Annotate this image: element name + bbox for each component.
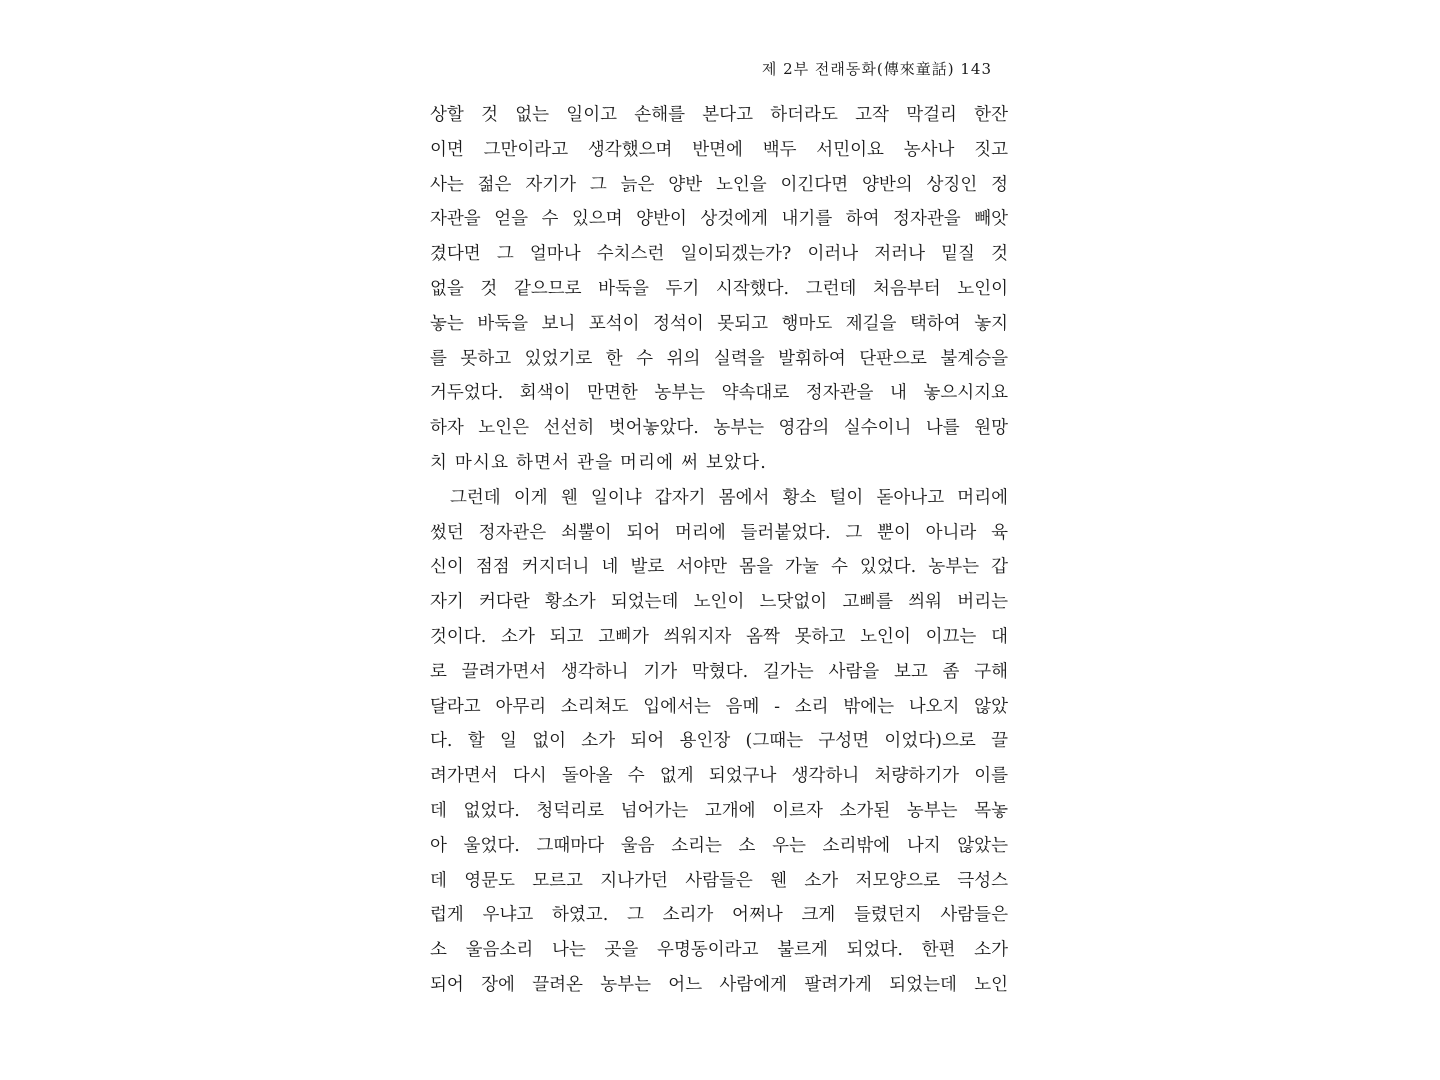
running-header: 제 2부 전래동화(傳來童話) 143	[761, 60, 992, 78]
text-line: 놓는 바둑을 보니 포석이 정석이 못되고 행마도 제길을 택하여 놓지	[430, 313, 1008, 334]
text-line: 데 영문도 모르고 지나가던 사람들은 웬 소가 저모양으로 극성스	[430, 870, 1008, 891]
text-line: 신이 점점 커지더니 네 발로 서야만 몸을 가눌 수 있었다. 농부는 갑	[430, 557, 1008, 578]
text-line: 거두었다. 회색이 만면한 농부는 약속대로 정자관을 내 놓으시지요	[430, 383, 1008, 404]
text-line: 아 울었다. 그때마다 울음 소리는 소 우는 소리밖에 나지 않았는	[430, 835, 1008, 856]
text-line: 다. 할 일 없이 소가 되어 용인장 (그때는 구성면 이었다)으로 끌	[430, 731, 1008, 752]
text-line: 데 없었다. 청덕리로 넘어가는 고개에 이르자 소가된 농부는 목놓	[430, 800, 1008, 821]
text-line: 하자 노인은 선선히 벗어놓았다. 농부는 영감의 실수이니 나를 원망	[430, 418, 1008, 439]
text-line: 것이다. 소가 되고 고삐가 씌워지자 옴짝 못하고 노인이 이끄는 대	[430, 626, 1008, 647]
text-line: 사는 젊은 자기가 그 늙은 양반 노인을 이긴다면 양반의 상징인 정	[430, 174, 1008, 195]
text-line: 그런데 이게 웬 일이냐 갑자기 몸에서 황소 털이 돋아나고 머리에	[450, 487, 1008, 508]
text-line: 썼던 정자관은 쇠뿔이 되어 머리에 들러붙었다. 그 뿐이 아니라 육	[430, 522, 1008, 543]
text-line: 이면 그만이라고 생각했으며 반면에 백두 서민이요 농사나 짓고	[430, 139, 1008, 160]
text-line: 자기 커다란 황소가 되었는데 노인이 느닷없이 고삐를 씌워 버리는	[430, 592, 1008, 613]
text-line: 럽게 우냐고 하였고. 그 소리가 어쩌나 크게 들렸던지 사람들은	[430, 905, 1008, 926]
text-line: 상할 것 없는 일이고 손해를 본다고 하더라도 고작 막걸리 한잔	[430, 105, 1008, 125]
text-line: 없을 것 같으므로 바둑을 두기 시작했다. 그런데 처음부터 노인이	[430, 278, 1008, 299]
text-line: 자관을 얻을 수 있으며 양반이 상것에게 내기를 하여 정자관을 빼앗	[430, 209, 1008, 230]
text-line: 소 울음소리 나는 곳을 우명동이라고 불르게 되었다. 한편 소가	[430, 940, 1008, 961]
body-text	[430, 98, 1008, 1003]
text-line: 를 못하고 있었기로 한 수 위의 실력을 발휘하여 단판으로 불계승을	[430, 348, 1008, 369]
text-line: 달라고 아무리 소리쳐도 입에서는 음메 - 소리 밖에는 나오지 않았	[430, 696, 1008, 717]
text-line: 로 끌려가면서 생각하니 기가 막혔다. 길가는 사람을 보고 좀 구해	[430, 661, 1008, 682]
text-line: 치 마시요 하면서 관을 머리에 써 보았다.	[430, 452, 768, 473]
book-page	[430, 0, 1010, 1080]
text-line: 되어 장에 끌려온 농부는 어느 사람에게 팔려가게 되었는데 노인	[430, 974, 1008, 995]
text-line: 겼다면 그 얼마나 수치스런 일이되겠는가? 이러나 저러나 밑질 것	[430, 244, 1008, 265]
text-line: 려가면서 다시 돌아올 수 없게 되었구나 생각하니 처량하기가 이를	[430, 766, 1008, 787]
